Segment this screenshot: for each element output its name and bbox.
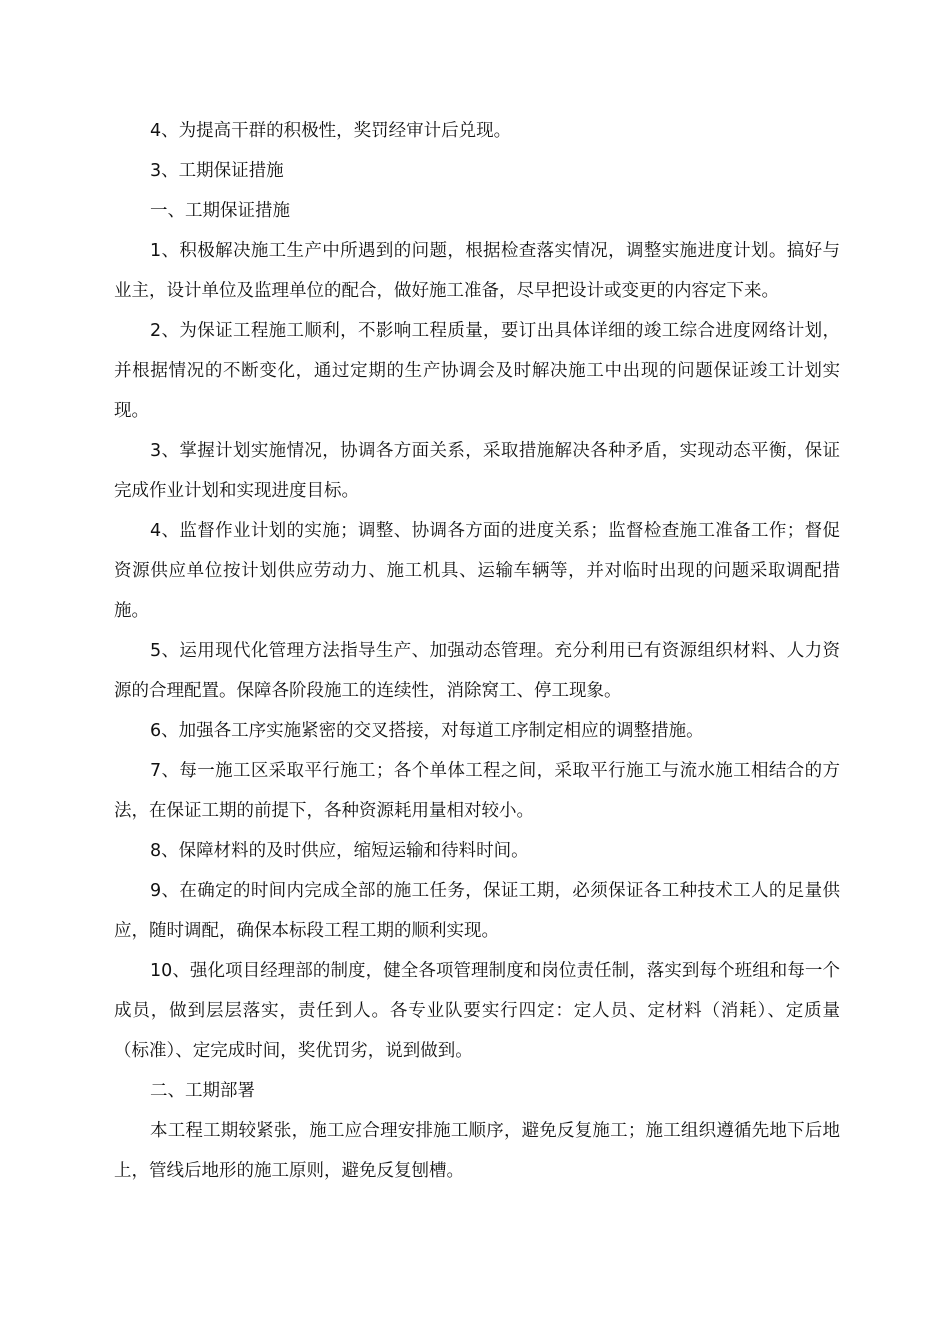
paragraph-item-2: 2、为保证工程施工顺利，不影响工程质量，要订出具体详细的竣工综合进度网络计划，并根据情况的不断变化，通过定期的生产协调会及时解决施工中出现的问题保证竣工计划实现。 — [114, 321, 840, 421]
paragraph-item-3: 3、掌握计划实施情况，协调各方面关系，采取措施解决各种矛盾，实现动态平衡，保证完成作业计划和实现进度目标。 — [114, 441, 840, 501]
paragraph-item-5: 5、运用现代化管理方法指导生产、加强动态管理。充分利用已有资源组织材料、人力资源的合理配置。保障各阶段施工的连续性，消除窝工、停工现象。 — [114, 641, 840, 701]
subheading-schedule-deployment: 二、工期部署 — [150, 1081, 255, 1101]
paragraph-item-7: 7、每一施工区采取平行施工；各个单体工程之间，采取平行施工与流水施工相结合的方法，在保证工期的前提下，各种资源耗用量相对较小。 — [114, 761, 840, 821]
document-body — [114, 111, 840, 1191]
paragraph-item-6: 6、加强各工序实施紧密的交叉搭接，对每道工序制定相应的调整措施。 — [150, 721, 704, 741]
paragraph-item-4: 4、监督作业计划的实施；调整、协调各方面的进度关系；监督检查施工准备工作；督促资源供应单位按计划供应劳动力、施工机具、运输车辆等，并对临时出现的问题采取调配措施。 — [114, 521, 840, 621]
subheading-schedule-guarantee-measures: 一、工期保证措施 — [150, 201, 290, 221]
paragraph-item-9: 9、在确定的时间内完成全部的施工任务，保证工期，必须保证各工种技术工人的足量供应，随时调配，确保本标段工程工期的顺利实现。 — [114, 881, 840, 941]
paragraph-deployment-body: 本工程工期较紧张，施工应合理安排施工顺序，避免反复施工；施工组织遵循先地下后地上，管线后地形的施工原则，避免反复刨槽。 — [114, 1121, 840, 1181]
paragraph-item-1: 1、积极解决施工生产中所遇到的问题，根据检查落实情况，调整实施进度计划。搞好与业主，设计单位及监理单位的配合，做好施工准备，尽早把设计或变更的内容定下来。 — [114, 241, 840, 301]
paragraph-reward-cashing: 4、为提高干群的积极性，奖罚经审计后兑现。 — [150, 121, 512, 141]
paragraph-item-10: 10、强化项目经理部的制度，健全各项管理制度和岗位责任制，落实到每个班组和每一个成员，做到层层落实，责任到人。各专业队要实行四定：定人员、定材料（消耗）、定质量（标准）、定完成时间，奖优罚劣，说到做到。 — [114, 961, 840, 1061]
section-heading-schedule-guarantee: 3、工期保证措施 — [150, 161, 284, 181]
paragraph-item-8: 8、保障材料的及时供应，缩短运输和待料时间。 — [150, 841, 529, 861]
